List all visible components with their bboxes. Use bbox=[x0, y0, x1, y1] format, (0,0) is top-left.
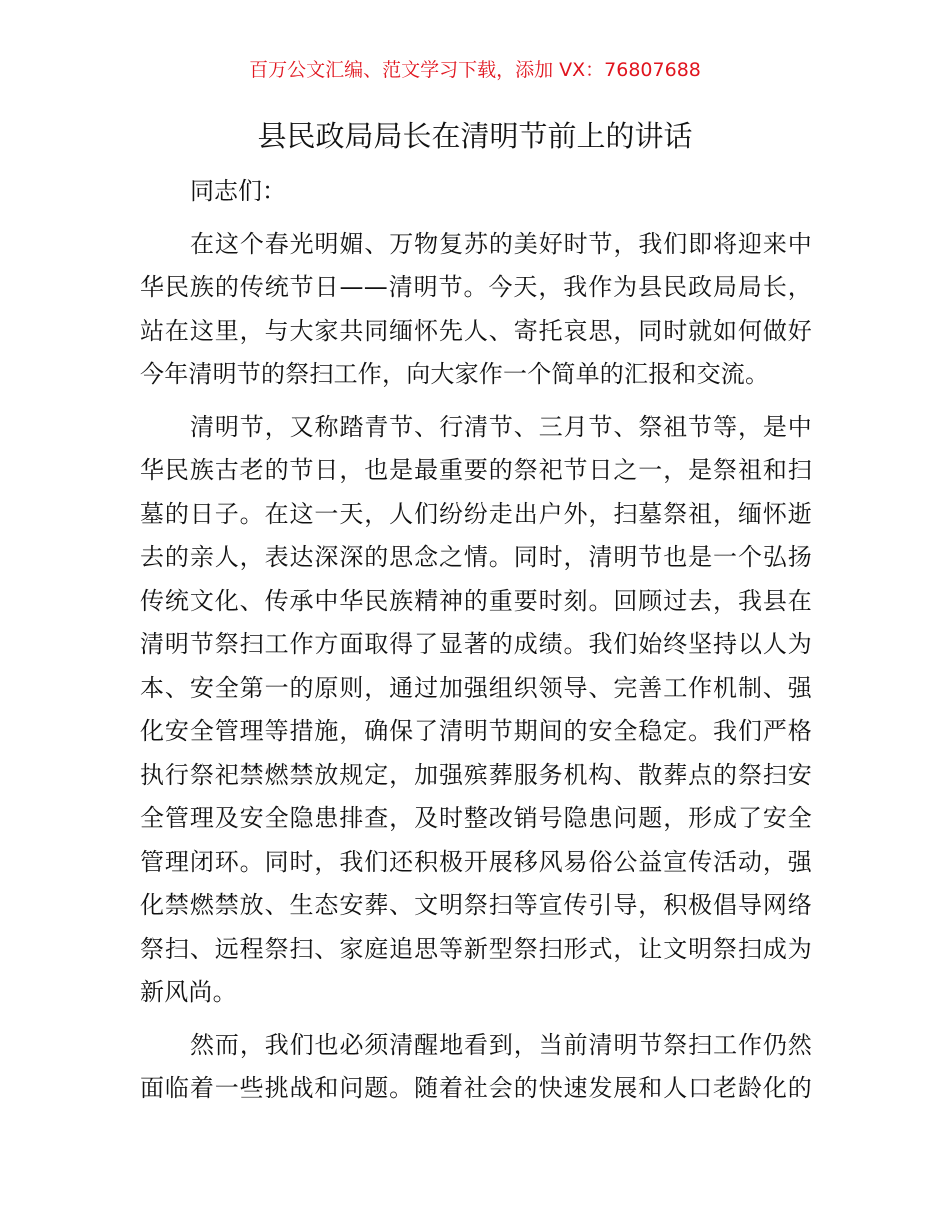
paragraph-line: 清明节，又称踏青节、行清节、三月节、祭祖节等，是中 bbox=[190, 412, 812, 441]
paragraph-line: 新风尚。 bbox=[140, 978, 237, 1006]
document-body bbox=[140, 170, 812, 1111]
paragraph-line: 然而，我们也必须清醒地看到，当前清明节祭扫工作仍然 bbox=[190, 1030, 812, 1059]
paragraph-line: 清明节祭扫工作方面取得了显著的成绩。我们始终坚持以人为 bbox=[140, 630, 812, 658]
paragraph-line: 本、安全第一的原则，通过加强组织领导、完善工作机制、强 bbox=[140, 673, 812, 702]
paragraph-line: 在这个春光明媚、万物复苏的美好时节，我们即将迎来中 bbox=[190, 229, 812, 258]
salutation: 同志们： bbox=[190, 177, 286, 205]
paragraph-line: 去的亲人，表达深深的思念之情。同时，清明节也是一个弘扬 bbox=[140, 543, 812, 571]
paragraph-line: 化安全管理等措施，确保了清明节期间的安全稳定。我们严格 bbox=[140, 717, 812, 745]
paragraph-line: 祭扫、远程祭扫、家庭追思等新型祭扫形式，让文明祭扫成为 bbox=[140, 934, 812, 963]
paragraph-2 bbox=[140, 406, 812, 1015]
paragraph-line: 站在这里，与大家共同缅怀先人、寄托哀思，同时就如何做好 bbox=[140, 316, 812, 345]
paragraph-line: 面临着一些挑战和问题。随着社会的快速发展和人口老龄化的 bbox=[140, 1074, 812, 1102]
paragraph-line: 化禁燃禁放、生态安葬、文明祭扫等宣传引导，积极倡导网络 bbox=[140, 891, 812, 919]
document-title: 县民政局局长在清明节前上的讲话 bbox=[257, 119, 693, 153]
paragraph-line: 管理闭环。同时，我们还积极开展移风易俗公益宣传活动，强 bbox=[140, 847, 812, 876]
paragraph-line: 华民族古老的节日，也是最重要的祭祀节日之一，是祭祖和扫 bbox=[140, 456, 812, 484]
header-banner: 百万公文汇编、范文学习下载，添加 VX：76807688 bbox=[249, 59, 701, 81]
paragraph-3 bbox=[140, 1024, 812, 1111]
paragraph-line: 今年清明节的祭扫工作，向大家作一个简单的汇报和交流。 bbox=[140, 360, 770, 388]
paragraph-line: 华民族的传统节日——清明节。今天，我作为县民政局局长， bbox=[140, 273, 812, 301]
paragraph-line: 墓的日子。在这一天，人们纷纷走出户外，扫墓祭祖，缅怀逝 bbox=[140, 499, 812, 528]
paragraph-line: 执行祭祀禁燃禁放规定，加强殡葬服务机构、散葬点的祭扫安 bbox=[140, 760, 812, 789]
paragraph-1 bbox=[140, 223, 812, 397]
paragraph-line: 传统文化、传承中华民族精神的重要时刻。回顾过去，我县在 bbox=[140, 586, 812, 615]
paragraph-line: 全管理及安全隐患排查，及时整改销号隐患问题，形成了安全 bbox=[140, 804, 812, 832]
